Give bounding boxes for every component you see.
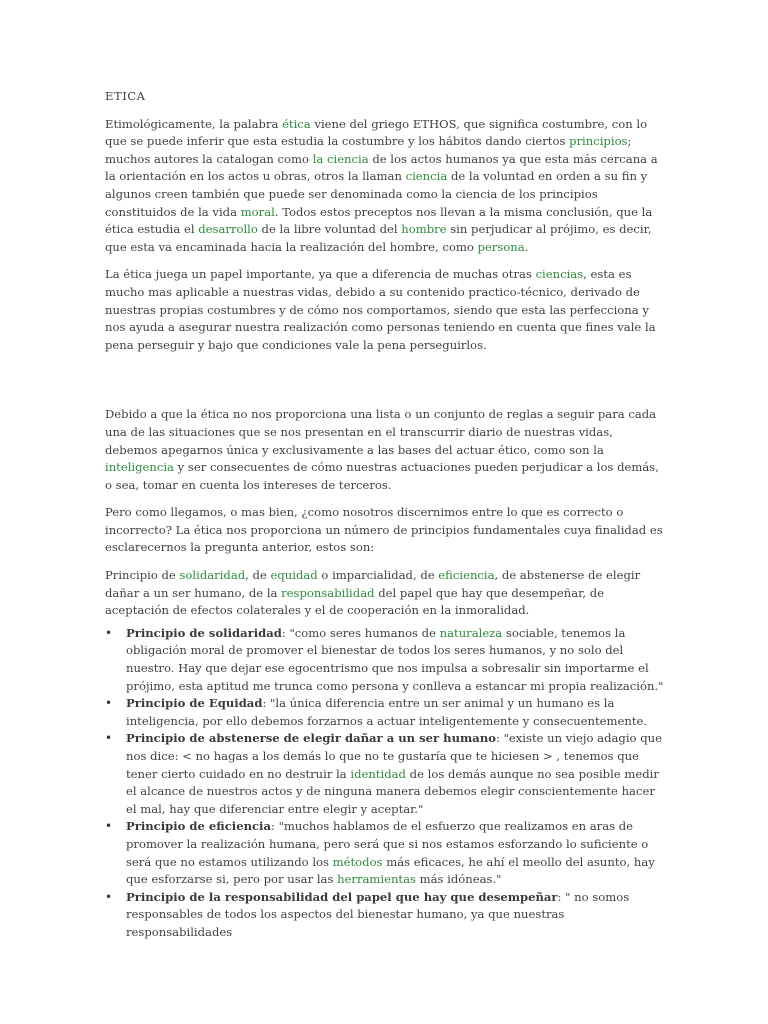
principle-term: Principio de Equidad bbox=[126, 696, 263, 711]
inline-link[interactable]: métodos bbox=[332, 854, 383, 869]
blank-gap bbox=[105, 364, 668, 406]
inline-link[interactable]: inteligencia bbox=[105, 460, 174, 475]
inline-link[interactable]: moral bbox=[240, 204, 275, 219]
inline-link[interactable]: principios bbox=[569, 134, 628, 149]
inline-link[interactable]: identidad bbox=[350, 766, 406, 781]
inline-link[interactable]: desarrollo bbox=[198, 222, 258, 237]
inline-link[interactable]: persona bbox=[477, 239, 525, 254]
document-title: ETICA bbox=[105, 89, 146, 103]
principle-item: • Principio de abstenerse de elegir dañar a un ser humano: "existe un viejo adagio que nos dice: < no hagas a los demás lo que no te gustaría que te hiciesen > , tenemos que tener cierto cuidado en no destruir la identidad de los demás aunque no sea posible medir el alcance de nuestros actos y de ninguna manera debemos elegir conscientemente hacer el mal, hay que diferenciar entre elegir y aceptar." bbox=[126, 730, 668, 818]
inline-link[interactable]: responsabilidad bbox=[281, 585, 375, 600]
principle-item: • Principio de Equidad: "la única diferencia entre un ser animal y un humano es la inteligencia, por ello debemos forzarnos a actuar inteligentemente y consecuentemente. bbox=[126, 695, 668, 730]
paragraph: Pero como llegamos, o mas bien, ¿como nosotros discernimos entre lo que es correcto o incorrecto? La ética nos proporciona un número de principios fundamentales cuya finalidad es esclarecernos la pregunta anterior, estos son: bbox=[105, 505, 663, 555]
principle-term: Principio de abstenerse de elegir dañar a un ser humano bbox=[126, 731, 496, 746]
inline-link[interactable]: ciencias bbox=[535, 267, 584, 282]
inline-link[interactable]: herramientas bbox=[337, 872, 416, 887]
inline-link[interactable]: eficiencia bbox=[438, 568, 495, 583]
principle-term: Principio de solidaridad bbox=[126, 625, 282, 640]
inline-link[interactable]: ética bbox=[282, 116, 311, 131]
principle-item: • Principio de la responsabilidad del papel que hay que desempeñar: " no somos responsables de todos los aspectos del bienestar humano, ya que nuestras responsabilidades bbox=[126, 889, 668, 942]
paragraph: Debido a que la ética no nos proporciona una lista o un conjunto de reglas a seguir para cada una de las situaciones que se nos presentan en el transcurrir diario de nuestras vidas, debemos apegarnos única y exclusivamente a las bases del actuar ético, como son la inteligencia y ser consecuentes de cómo nuestras actuaciones pueden perjudicar a los demás, o sea, tomar en cuenta los intereses de terceros. bbox=[105, 407, 659, 492]
principle-item: • Principio de solidaridad: "como seres humanos de naturaleza sociable, tenemos la obligación moral de promover el bienestar de todos los seres humanos, y no solo del nuestro. Hay que dejar ese egocentrismo que nos impulsa a sobresalir sin importarme el prójimo, esta aptitud me trunca como persona y conlleva a estancar mi propia realización." bbox=[126, 625, 668, 695]
principles-list bbox=[105, 625, 668, 942]
principle-term: Principio de eficiencia bbox=[126, 819, 271, 834]
inline-link[interactable]: equidad bbox=[270, 568, 318, 583]
inline-link[interactable]: solidaridad bbox=[179, 568, 246, 583]
inline-link[interactable]: naturaleza bbox=[439, 625, 503, 640]
inline-link[interactable]: hombre bbox=[401, 222, 447, 237]
paragraph: Principio de solidaridad, de equidad o imparcialidad, de eficiencia, de abstenerse de elegir dañar a un ser humano, de la responsabilidad del papel que hay que desempeñar, de aceptación de efectos colaterales y el de cooperación en la inmoralidad. bbox=[105, 568, 641, 618]
paragraph: Etimológicamente, la palabra ética viene del griego ETHOS, que significa costumbre, con lo que se puede inferir que esta estudia la costumbre y los hábitos dando ciertos principios; muchos autores la catalogan como la ciencia de los actos humanos ya que esta más cercana a la orientación en los actos u obras, otros la llaman ciencia de la voluntad en orden a su fin y algunos creen también que puede ser denominada como la ciencia de los principios constituidos de la vida moral. Todos estos preceptos nos llevan a la misma conclusión, que la ética estudia el desarrollo de la libre voluntad del hombre sin perjudicar al prójimo, es decir, que esta va encaminada hacia la realización del hombre, como persona. bbox=[105, 116, 658, 254]
principle-item: • Principio de eficiencia: "muchos hablamos de el esfuerzo que realizamos en aras de promover la realización humana, pero será que si nos estamos esforzando lo suficiente o será que no estamos utilizando los métodos más eficaces, he ahí el meollo del asunto, hay que esforzarse si, pero por usar las herramientas más idóneas." bbox=[126, 818, 668, 888]
document-page bbox=[105, 88, 668, 942]
inline-link[interactable]: ciencia bbox=[405, 169, 448, 184]
inline-link[interactable]: la ciencia bbox=[312, 151, 369, 166]
principle-term: Principio de la responsabilidad del papel que hay que desempeñar bbox=[126, 889, 558, 904]
paragraph: La ética juega un papel importante, ya que a diferencia de muchas otras ciencias, esta es mucho mas aplicable a nuestras vidas, debido a su contenido practico-técnico, derivado de nuestras propias costumbres y de cómo nos comportamos, siendo que esta las perfecciona y nos ayuda a asegurar nuestra realización como personas teniendo en cuenta que fines vale la pena perseguir y bajo que condiciones vale la pena perseguirlos. bbox=[105, 267, 656, 352]
